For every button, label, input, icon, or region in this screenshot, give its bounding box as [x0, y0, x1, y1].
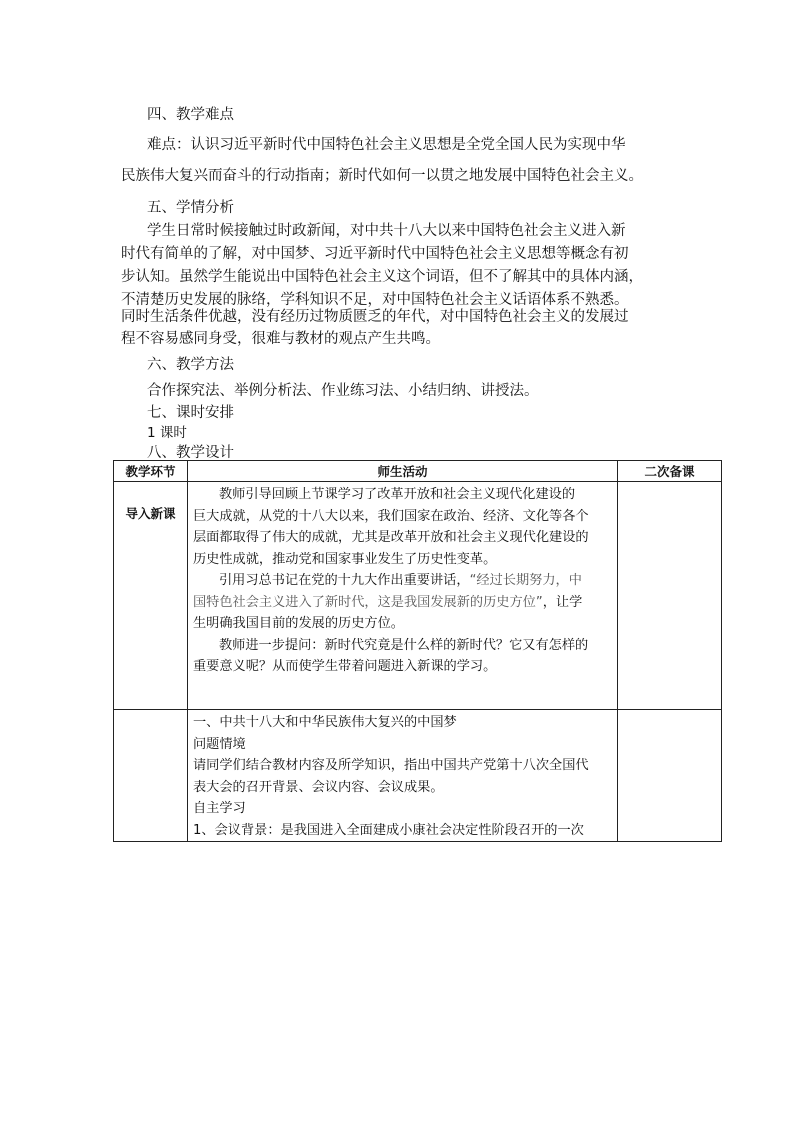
activity-line: 一、中共十八大和中华民族伟大复兴的中国梦	[193, 715, 457, 730]
activity-line: 1、会议背景：是我国进入全面建成小康社会决定性阶段召开的一次	[193, 822, 584, 838]
activity-text: ，让学	[542, 594, 583, 610]
activity-line: 历史性成就，推动党和国家事业发生了历史性变革。	[193, 551, 497, 567]
activity-line: 重要意义呢？从而使学生带着问题进入新课的学习。	[193, 659, 497, 674]
activity-line	[193, 592, 612, 614]
activity-text: 引用习总书记在党的十九大作出重要讲话，	[219, 573, 470, 588]
section-5-line-4: 不清楚历史发展的脉络，学科知识不足，对中国特色社会主义话语体系不熟悉。	[121, 292, 629, 308]
activity-line: 教师进一步提问：新时代究竟是什么样的新时代？它又有怎样的	[219, 637, 589, 653]
section-7-text: 1 课时	[147, 425, 187, 441]
activity-cell-section-1	[188, 710, 618, 842]
section-7-heading: 七、课时安排	[147, 405, 234, 421]
quote-text: 国特色社会主义进入了新时代，这是我国发展新的历史方位”	[193, 594, 543, 610]
header-secondary-prep: 二次备课	[618, 461, 722, 482]
section-4-text-line-1: 难点：认识习近平新时代中国特色社会主义思想是全党全国人民为实现中华	[147, 137, 626, 153]
section-5-heading: 五、学情分析	[147, 200, 234, 216]
activity-line: 问题情境	[193, 736, 246, 752]
section-4-text-line-2: 民族伟大复兴而奋斗的行动指南；新时代如何一以贯之地发展中国特色社会主义。	[121, 168, 643, 184]
section-5-line-5: 同时生活条件优越，没有经历过物质匮乏的年代，对中国特色社会主义的发展过	[121, 309, 629, 325]
section-6-text: 合作探究法、举例分析法、作业练习法、小结归纳、讲授法。	[147, 383, 539, 399]
activity-line: 教师引导回顾上节课学习了改革开放和社会主义现代化建设的	[219, 487, 576, 502]
activity-line: 表大会的召开背景、会议内容、会议成果。	[193, 779, 444, 795]
secondary-prep-cell	[618, 482, 722, 710]
section-5-line-6: 程不容易感同身受，很难与教材的观点产生共鸣。	[121, 331, 440, 347]
activity-line: 请同学们结合教材内容及所学知识，指出中国共产党第十八次全国代	[193, 758, 589, 773]
stage-label-empty	[114, 710, 188, 842]
activity-line: 层面都取得了伟大的成就，尤其是改革开放和社会主义现代化建设的	[193, 530, 589, 545]
teaching-design-table	[113, 460, 722, 842]
activity-line: 巨大成就，从党的十八大以来，我们国家在政治、经济、文化等各个	[193, 508, 589, 524]
table-row	[114, 482, 722, 710]
activity-line: 生明确我国目前的发展的历史方位。	[193, 616, 404, 631]
section-5-line-3: 步认知。虽然学生能说出中国特色社会主义这个词语，但不了解其中的具体内涵，	[121, 269, 643, 285]
activity-cell-intro	[188, 482, 618, 710]
table-header-row	[114, 461, 722, 482]
quote-text: “经过长期努力，中	[469, 573, 582, 588]
header-activities: 师生活动	[188, 461, 618, 482]
secondary-prep-cell	[618, 710, 722, 842]
table-row	[114, 710, 722, 842]
section-8-heading: 八、教学设计	[147, 445, 234, 461]
header-teaching-stage: 教学环节	[114, 461, 188, 482]
section-6-heading: 六、教学方法	[147, 357, 234, 373]
activity-line	[193, 570, 612, 592]
section-4-heading: 四、教学难点	[147, 107, 234, 123]
section-5-line-2: 时代有简单的了解，对中国梦、习近平新时代中国特色社会主义思想等概念有初	[121, 246, 629, 262]
stage-label-intro: 导入新课	[114, 482, 188, 710]
activity-line: 自主学习	[193, 801, 246, 816]
section-5-line-1: 学生日常时候接触过时政新闻，对中共十八大以来中国特色社会主义进入新	[147, 223, 626, 239]
